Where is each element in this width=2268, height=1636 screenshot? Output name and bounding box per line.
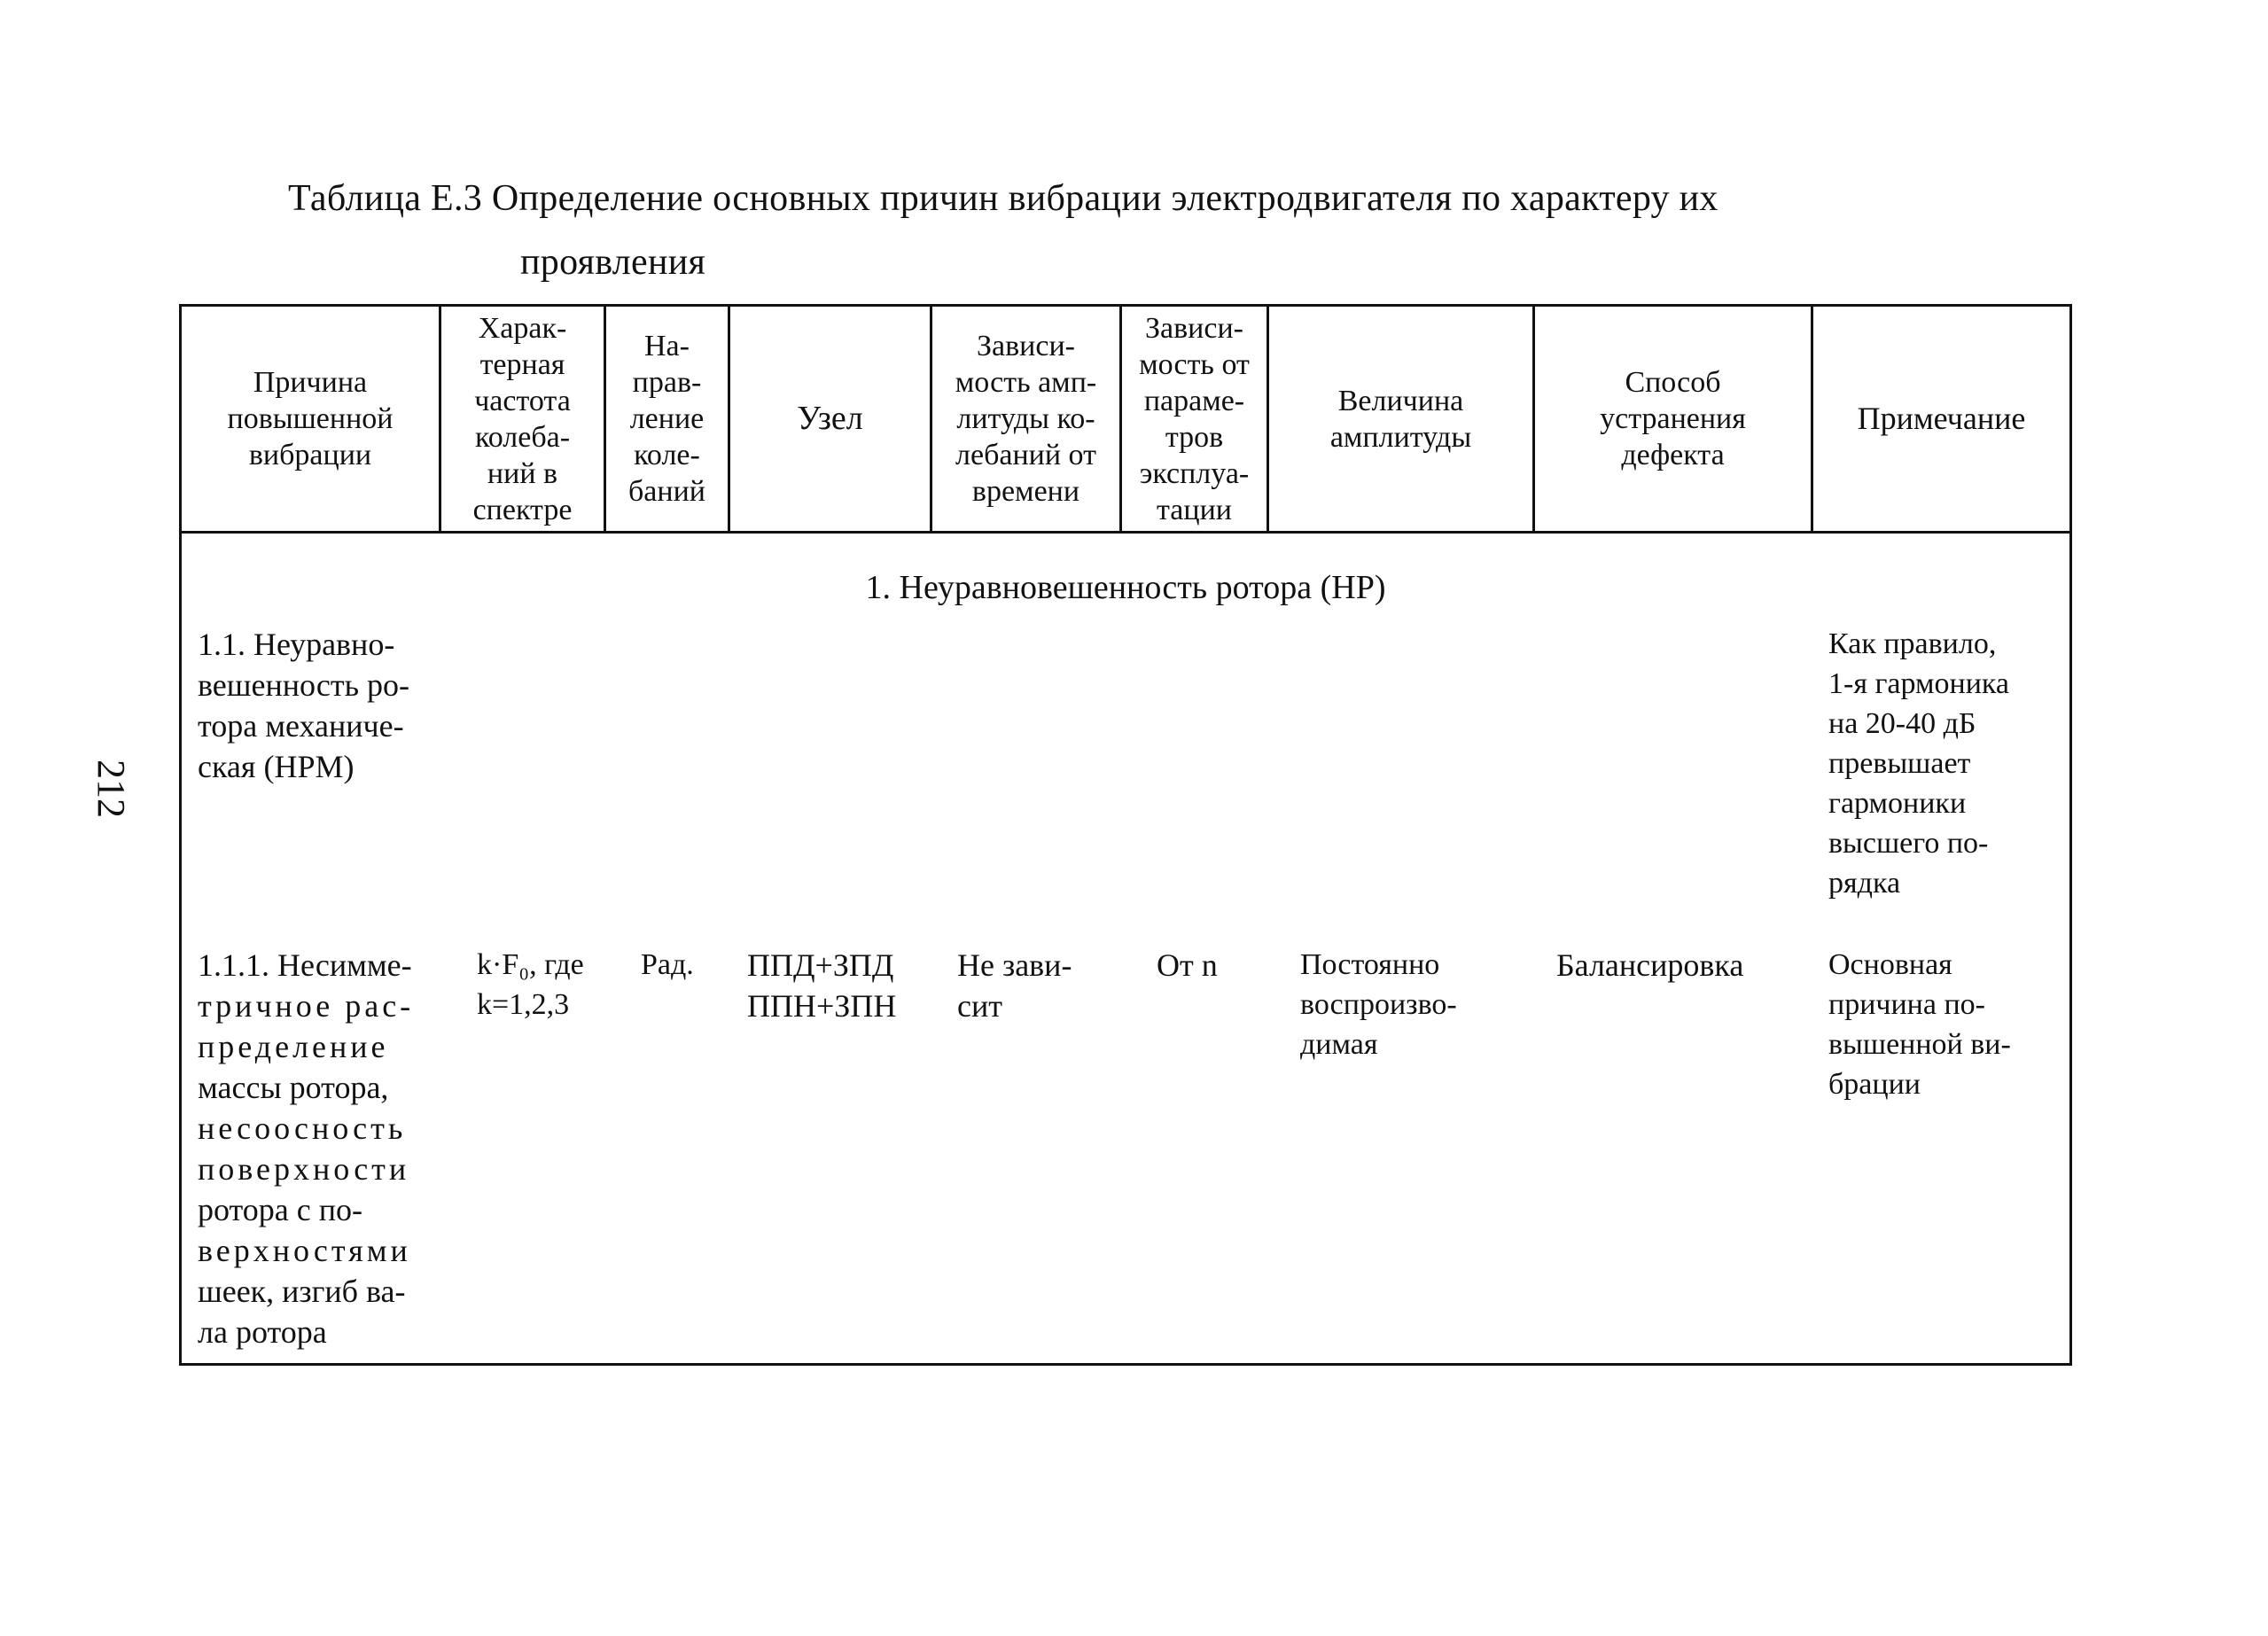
header-line: Зависи- bbox=[1145, 311, 1243, 345]
cell-line: шеек, изгиб ва- bbox=[198, 1274, 406, 1309]
cell-line: превышает bbox=[1828, 747, 1971, 780]
header-node bbox=[730, 307, 930, 531]
page-number: 212 bbox=[90, 760, 133, 818]
header-time-dependence bbox=[932, 307, 1119, 531]
cell-line: причина по- bbox=[1828, 988, 1985, 1021]
row-1-1-1-remedy: Балансировка bbox=[1556, 947, 1744, 983]
cell-line: на 20-40 дБ bbox=[1828, 707, 1976, 740]
header-line: терная bbox=[479, 347, 565, 381]
cell-line: 1-я гармоника bbox=[1828, 667, 2009, 700]
cell-line: высшего по- bbox=[1828, 827, 1989, 860]
row-1-1-cause bbox=[198, 624, 437, 787]
cell-line: ла ротора bbox=[198, 1314, 327, 1350]
header-line: амплитуды bbox=[1329, 420, 1472, 454]
cell-line: несоосность bbox=[198, 1110, 407, 1146]
cell-line: воспроизво- bbox=[1300, 988, 1457, 1021]
cell-line: Как правило, bbox=[1828, 627, 1997, 660]
header-line: Причина bbox=[253, 366, 368, 399]
cell-line: тричное рас- bbox=[198, 988, 415, 1024]
header-line: колеба- bbox=[474, 420, 571, 454]
header-operation-dependence bbox=[1122, 307, 1266, 531]
cell-line: массы ротора, bbox=[198, 1070, 389, 1105]
header-note bbox=[1813, 307, 2069, 531]
header-line: прав- bbox=[632, 366, 702, 399]
cell-line: ППН+ЗПН bbox=[747, 988, 897, 1024]
header-line: ний в bbox=[487, 456, 558, 490]
cell-line: ротора с по- bbox=[198, 1192, 362, 1227]
row-1-1-note bbox=[1828, 624, 2072, 903]
header-line: эксплуа- bbox=[1139, 456, 1250, 490]
header-line: параме- bbox=[1143, 384, 1245, 417]
header-line: спектре bbox=[472, 493, 573, 526]
cell-line: 1.1. Неуравно- bbox=[198, 627, 395, 662]
header-line: Примечание bbox=[1857, 401, 2026, 436]
row-1-1-1-operation-dependence: От n bbox=[1157, 947, 1218, 983]
cell-line: вешенность ро- bbox=[198, 667, 410, 703]
header-line: На- bbox=[644, 330, 690, 362]
cell-line: k=1,2,3 bbox=[477, 988, 570, 1021]
header-line: Способ bbox=[1625, 366, 1721, 399]
cell-line: Постоянно bbox=[1300, 948, 1440, 981]
vibration-causes-table bbox=[179, 304, 2072, 1366]
section-title: 1. Неуравновешенность ротора (НР) bbox=[865, 569, 1386, 606]
cell-line: k·F₀, где bbox=[477, 948, 584, 981]
header-line: тров bbox=[1165, 420, 1224, 454]
cell-line: поверхности bbox=[198, 1151, 410, 1187]
header-line: Узел bbox=[797, 400, 863, 437]
cell-line: 1.1.1. Несимме- bbox=[198, 947, 412, 983]
row-1-1-1-cause bbox=[198, 945, 441, 1352]
header-line: мость амп- bbox=[955, 366, 1097, 399]
row-1-1-1-direction: Рад. bbox=[641, 948, 694, 981]
header-remedy bbox=[1535, 307, 1811, 531]
row-1-1-1-node bbox=[747, 945, 933, 1026]
header-frequency bbox=[441, 307, 604, 531]
caption-line-1: Таблица Е.3 Определение основных причин вибрации электродвигателя по характеру их bbox=[288, 178, 1719, 219]
header-line: Зависи- bbox=[977, 330, 1075, 362]
cell-line: тора механиче- bbox=[198, 708, 404, 744]
cell-line: ская (НРМ) bbox=[198, 749, 355, 784]
header-line: литуды ко- bbox=[956, 402, 1095, 435]
header-line: повышенной bbox=[227, 402, 394, 435]
cell-line: сит bbox=[957, 988, 1002, 1024]
header-line: лебаний от bbox=[955, 439, 1096, 471]
header-cause bbox=[182, 307, 439, 531]
header-line: вибрации bbox=[248, 439, 372, 471]
header-line: Харак- bbox=[478, 311, 567, 345]
header-line: баний bbox=[628, 475, 705, 508]
cell-line: димая bbox=[1300, 1028, 1378, 1061]
cell-line: Основная bbox=[1828, 948, 1952, 981]
header-line: коле- bbox=[634, 439, 700, 471]
cell-line: Не зави- bbox=[957, 947, 1072, 983]
header-direction bbox=[606, 307, 728, 531]
table-header bbox=[182, 307, 2069, 534]
cell-line: гармоники bbox=[1828, 787, 1967, 820]
cell-line: рядка bbox=[1828, 867, 1901, 900]
cell-line: вышенной ви- bbox=[1828, 1028, 2011, 1061]
header-line: мость от bbox=[1139, 347, 1250, 381]
row-1-1-1-time-dependence bbox=[957, 945, 1117, 1026]
row-1-1-1-frequency bbox=[477, 945, 610, 1024]
cell-line: ППД+ЗПД bbox=[747, 947, 894, 983]
header-amplitude bbox=[1269, 307, 1532, 531]
cell-line: пределение bbox=[198, 1029, 389, 1064]
header-line: тации bbox=[1157, 493, 1232, 526]
cell-line: брации bbox=[1828, 1068, 1921, 1101]
header-line: ление bbox=[629, 402, 705, 435]
header-line: времени bbox=[971, 475, 1080, 508]
table-caption bbox=[288, 167, 1972, 294]
row-1-1-1-amplitude bbox=[1300, 945, 1531, 1064]
header-line: Величина bbox=[1337, 384, 1464, 417]
caption-line-2: проявления bbox=[520, 242, 706, 283]
header-line: дефекта bbox=[1621, 439, 1725, 471]
header-line: устранения bbox=[1600, 402, 1746, 435]
cell-line: верхностями bbox=[198, 1233, 411, 1268]
row-1-1-1-note bbox=[1828, 945, 2072, 1104]
header-line: частота bbox=[474, 384, 571, 417]
